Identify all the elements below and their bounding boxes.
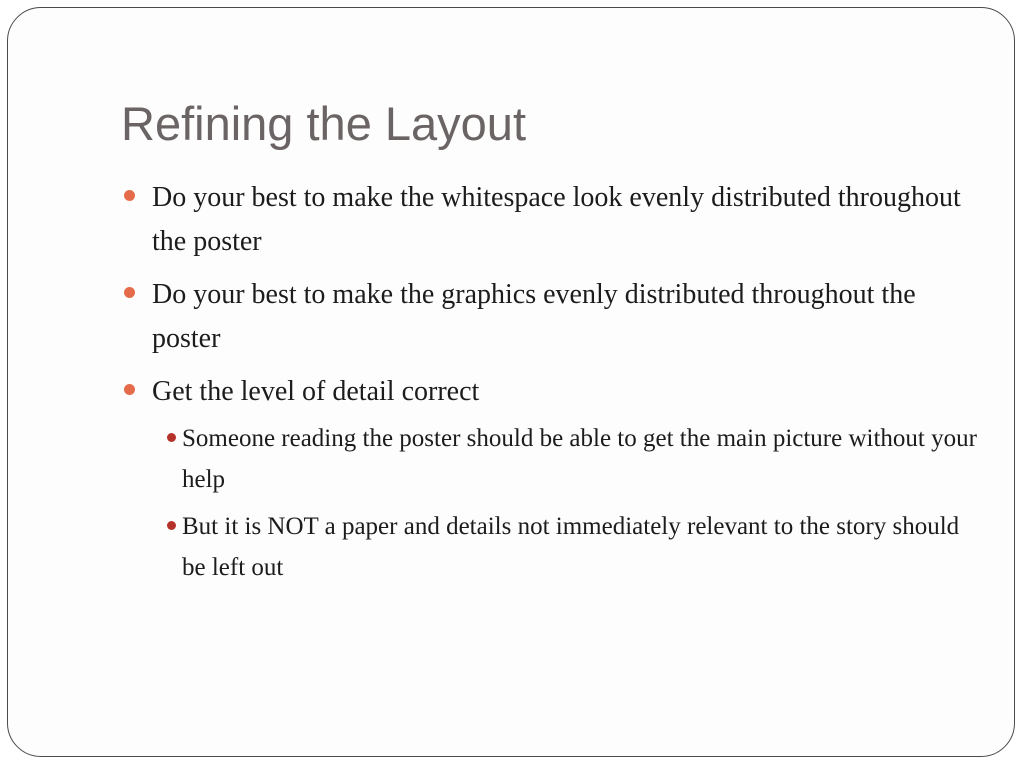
bullet-text: Do your best to make the graphics evenly distributed throughout the poster xyxy=(152,279,916,354)
slide-frame xyxy=(7,7,1015,757)
bullet-item xyxy=(124,176,984,264)
sub-bullet-text: But it is NOT a paper and details not immediately relevant to the story should be left out xyxy=(182,513,960,581)
sub-bullet-dot-icon xyxy=(167,433,176,442)
sub-bullet-list xyxy=(152,418,984,588)
bullet-item xyxy=(124,273,984,361)
bullet-dot-icon xyxy=(124,190,135,201)
bullet-dot-icon xyxy=(124,384,135,395)
bullet-list xyxy=(124,176,984,597)
sub-bullet-text: Someone reading the poster should be able to get the main picture without your help xyxy=(182,425,977,493)
bullet-text: Get the level of detail correct xyxy=(152,376,480,407)
slide-title: Refining the Layout xyxy=(121,97,527,150)
sub-bullet-dot-icon xyxy=(167,521,176,530)
bullet-dot-icon xyxy=(124,287,135,298)
sub-bullet-item xyxy=(156,506,984,588)
bullet-text: Do your best to make the whitespace look evenly distributed throughout the poster xyxy=(152,182,961,257)
sub-bullet-item xyxy=(156,418,984,500)
bullet-item xyxy=(124,370,984,588)
